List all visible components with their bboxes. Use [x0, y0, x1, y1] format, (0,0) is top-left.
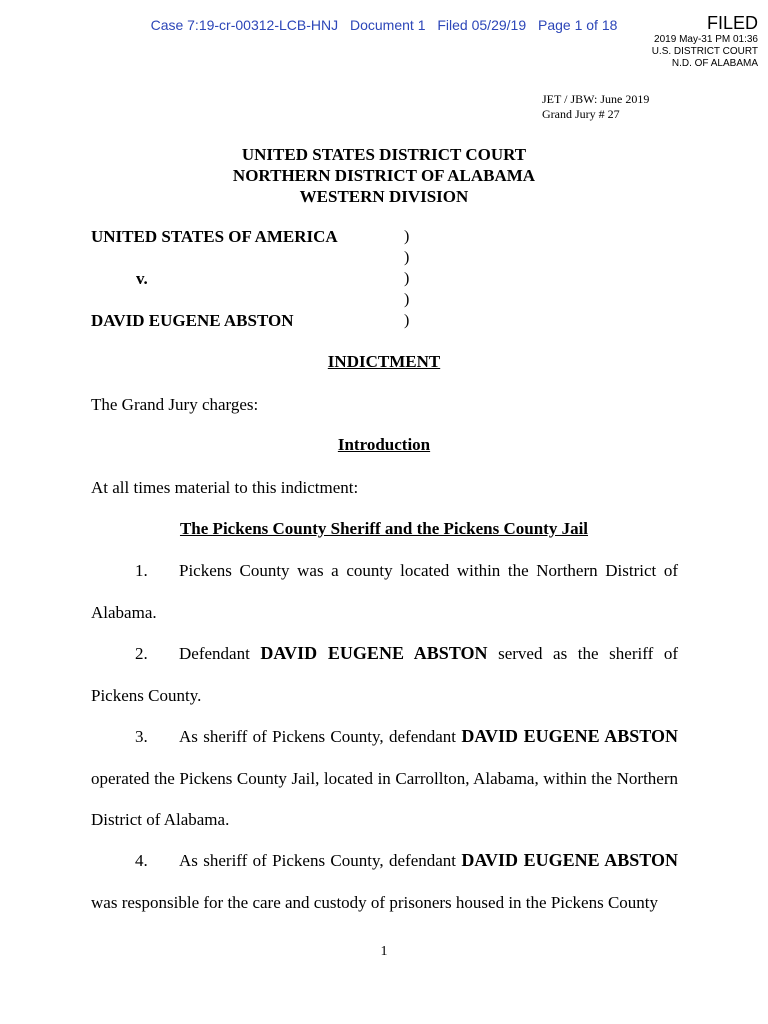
paragraph-1: [91, 550, 678, 633]
caption-paren: ): [404, 249, 410, 266]
defendant-name: DAVID EUGENE ABSTON: [461, 850, 678, 870]
page-indicator: Page 1 of 18: [538, 17, 618, 33]
paragraph-number: 2.: [135, 644, 148, 663]
paragraph-number: 1.: [135, 561, 148, 580]
court-name: UNITED STATES DISTRICT COURT: [241, 145, 527, 164]
filed-date: Filed 05/29/19: [437, 17, 527, 33]
page-number: 1: [380, 944, 388, 959]
paragraph-text: Pickens County was a county located within the Northern District of Alabama.: [91, 561, 678, 622]
at-all-times-text: At all times material to this indictment:: [91, 478, 359, 497]
document-number: Document 1: [350, 17, 426, 33]
caption-paren: ): [404, 270, 410, 287]
filed-court: U.S. DISTRICT COURT: [651, 46, 758, 57]
court-district: NORTHERN DISTRICT OF ALABAMA: [232, 166, 536, 185]
jury-note-line1: JET / JBW: June 2019: [542, 92, 650, 106]
charges-intro: The Grand Jury charges:: [91, 395, 259, 414]
paragraph-text: As sheriff of Pickens County, defendant: [179, 851, 462, 870]
defendant-name: DAVID EUGENE ABSTON: [461, 726, 678, 746]
grand-jury-note: [542, 92, 649, 122]
filed-label: FILED: [706, 13, 758, 33]
caption-paren: ): [404, 228, 410, 245]
paragraph-number: 3.: [135, 727, 148, 746]
section-heading: The Pickens County Sheriff and the Pickens County Jail: [179, 519, 589, 538]
caption-versus: v.: [136, 269, 148, 288]
caption-defendant: DAVID EUGENE ABSTON: [91, 311, 294, 330]
paragraph-2: [91, 633, 678, 716]
paragraph-number: 4.: [135, 851, 148, 870]
case-number: Case 7:19-cr-00312-LCB-HNJ: [150, 17, 339, 33]
paragraph-text: As sheriff of Pickens County, defendant: [179, 727, 462, 746]
filed-stamp: [652, 12, 758, 70]
paragraph-text: was responsible for the care and custody of prisoners housed in the Pickens County: [91, 892, 659, 912]
caption-paren: ): [404, 312, 410, 329]
paragraph-text: operated the Pickens County Jail, located in Carrollton, Alabama, within the Northern District of Alabama.: [91, 768, 678, 829]
introduction-title: Introduction: [337, 435, 431, 454]
paragraph-text: served as the sheriff of Pickens County.: [91, 644, 678, 705]
court-division: WESTERN DIVISION: [299, 187, 469, 206]
paragraph-4: [91, 840, 678, 923]
filed-district: N.D. OF ALABAMA: [671, 58, 758, 69]
caption-plaintiff: UNITED STATES OF AMERICA: [91, 227, 338, 246]
caption-paren: ): [404, 291, 410, 308]
filed-datetime: 2019 May-31 PM 01:36: [654, 34, 758, 45]
court-heading: [0, 144, 768, 207]
jury-note-line2: Grand Jury # 27: [542, 107, 620, 121]
paragraph-text: Defendant: [179, 644, 261, 663]
paragraph-3: [91, 716, 678, 841]
indictment-title: INDICTMENT: [327, 352, 441, 371]
defendant-name: DAVID EUGENE ABSTON: [260, 643, 488, 663]
